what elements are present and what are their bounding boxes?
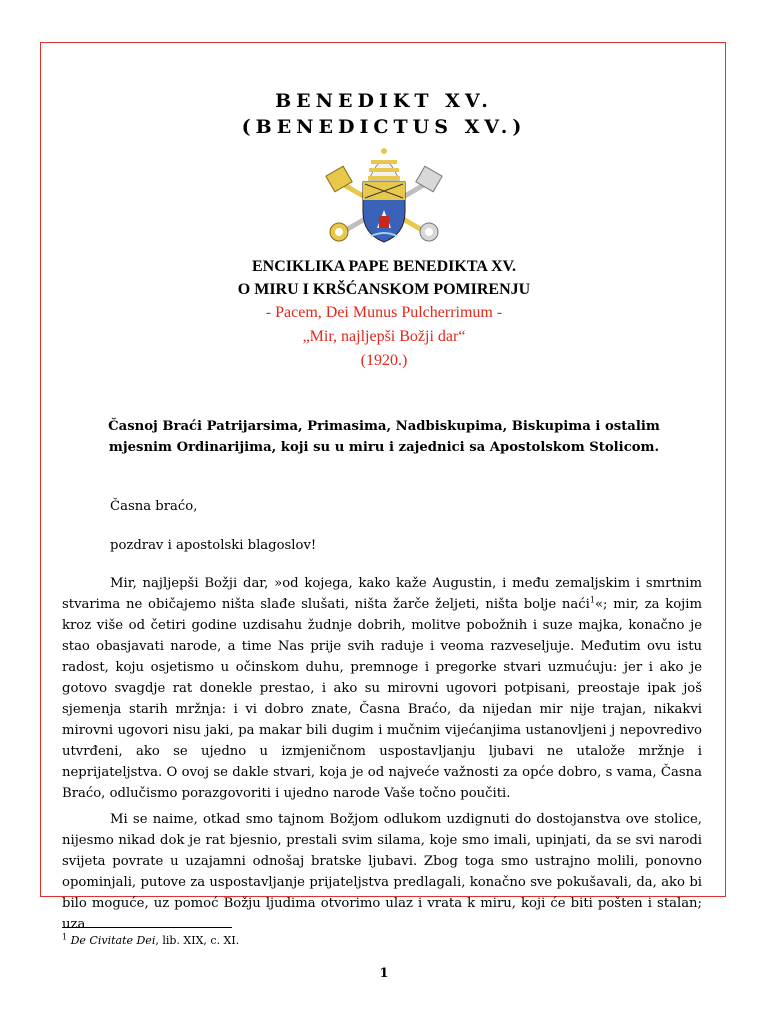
paragraph-1-part-b: «; mir, za kojim kroz više od četiri godine uzdisahu žudnje dobrih, molitve pobožnih i suze majka, konačno je stao obasjavati narode, a time Nas prije svih raduje i veoma razveseljuje. Međutim ovu istu radost, koju osjetismo u očinskom duhu, premnoge i pregorke stvari uzmućuju: jer i ako je gotovo svagdje rat donekle prestao, i ako su mirovni ugovori potpisani, preostaje ipak još sjemenja starih mržnja: i vi dobro znate, Časna Braćo, da nijedan mir nije trajan, nikakvi mirovni ugovori nisu jaki, pa makar bili dugim i mučnim vijećanjima ustanovljeni j nepovredivo utvrđeni, ako se ujedno u izmjeničnom uspostavljanju ljubavi ne utalože mržnje i neprijateljstva. O ovoj se dakle stvari, koja je od najveće važnosti za opće dobro, s vama, Časna Braćo, odlučismo porazgovoriti i ujedno narode Vaše točno poučiti. bbox=[62, 597, 702, 801]
addressee-text: Časnoj Braći Patrijarsima, Primasima, Nadbiskupima, Biskupima i ostalim mjesnim Ordinarijima, koji su u miru i zajednici sa Apostolskom Stolicom. bbox=[108, 419, 660, 455]
encyclical-year: (1920.) bbox=[360, 352, 408, 369]
footnote-reference-detail: , lib. XIX, c. XI. bbox=[155, 934, 240, 947]
body-text bbox=[62, 573, 702, 940]
blessing: pozdrav i apostolski blagoslov! bbox=[110, 538, 317, 553]
tiara-icon bbox=[368, 148, 400, 180]
footnote-number: 1 bbox=[62, 932, 68, 942]
shield-icon bbox=[363, 182, 405, 242]
footnote-work-title: De Civitate Dei bbox=[70, 934, 156, 947]
paragraph-2: Mi se naime, otkad smo tajnom Božjom odlukom uzdignuti do dostojanstva ove stolice, nijesmo nikad dok je rat bjesnio, prestali svim silama, koje smo imali, upinjati, da se svi narodi svijeta povrate u uzajamni odnošaj bratske ljubavi. Zbog toga smo ustrajno molili, ponovno opominjali, putove za uspostavljanje prijateljstva predlagali, konačno sve pokušavali, da, ako bi bilo moguće, uz pomoć Božju ljudima otvorimo ulaz i vrata k miru, koji će biti pošten i stalan; uza bbox=[62, 812, 702, 932]
encyclical-croatian-title: „Mir, najljepši Božji dar“ bbox=[302, 328, 466, 345]
encyclical-heading: ENCIKLIKA PAPE BENEDIKTA XV. bbox=[251, 258, 517, 275]
paragraph-1-part-a: Mir, najljepši Božji dar, »od kojega, kako kaže Augustin, i među zemaljskim i smrtnim stvarima ne običajemo ništa slađe slušati, ništa žarče željeti, ništa bolje naći bbox=[62, 576, 702, 612]
footnote-reference[interactable]: 1 bbox=[589, 595, 595, 605]
paragraph-1 bbox=[62, 573, 702, 804]
pope-name-title: BENEDIKT XV. bbox=[275, 90, 493, 112]
encyclical-subject: O MIRU I KRŠĆANSKOM POMIRENJU bbox=[237, 281, 531, 298]
papal-coat-of-arms-icon bbox=[321, 148, 447, 244]
footnote bbox=[62, 934, 239, 947]
footnote-separator bbox=[62, 927, 232, 928]
page-number: 1 bbox=[379, 966, 389, 981]
encyclical-latin-title: - Pacem, Dei Munus Pulcherrimum - bbox=[265, 304, 503, 321]
salutation: Časna braćo, bbox=[110, 499, 198, 514]
pope-latin-name-title: (BENEDICTUS XV.) bbox=[241, 116, 527, 138]
